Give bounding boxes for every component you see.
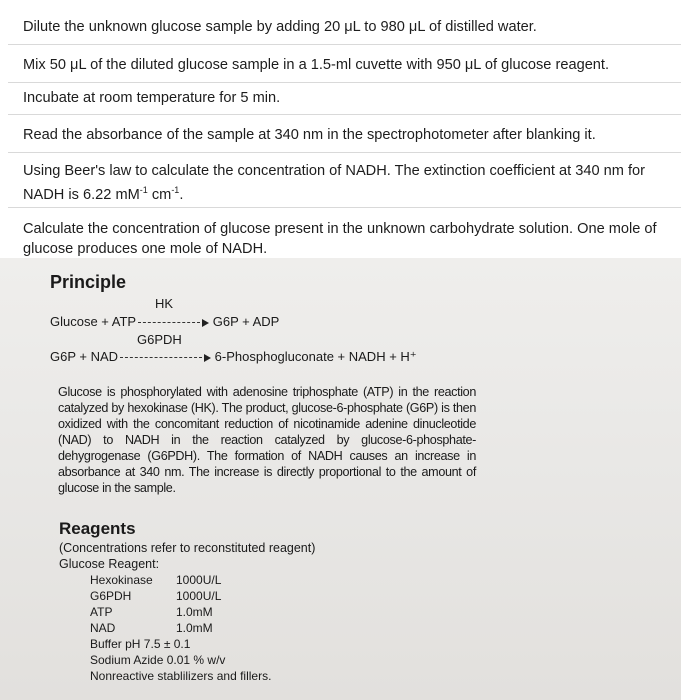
- reagent-name: Hexokinase: [90, 573, 153, 587]
- divider: [8, 152, 681, 153]
- dashed-arrow-line: [120, 357, 202, 358]
- text: cm: [147, 186, 172, 203]
- divider: [8, 114, 681, 115]
- instruction-calc-glucose-line1: Calculate the concentration of glucose present in the unknown carbohydrate solution. One mole of: [23, 221, 657, 237]
- reaction1-reactants: Glucose + ATP: [50, 314, 137, 329]
- reagent-value: 1.0mM: [176, 605, 213, 619]
- reaction2-reactants: G6P + NAD: [50, 349, 119, 364]
- reaction2: [50, 349, 417, 365]
- reaction1-products: G6P + ADP: [212, 314, 280, 329]
- instruction-incubate: Incubate at room temperature for 5 min.: [23, 90, 281, 106]
- enzyme-g6pdh-label: G6PDH: [137, 332, 182, 347]
- reagent-value: 1000U/L: [176, 589, 222, 603]
- instruction-read-absorbance: Read the absorbance of the sample at 340 nm in the spectrophotometer after blanking it.: [23, 127, 596, 143]
- buffer-line: Buffer pH 7.5 ± 0.1: [90, 637, 191, 651]
- dashed-arrow-line: [138, 322, 200, 323]
- divider: [8, 44, 681, 45]
- principle-heading: Principle: [50, 272, 127, 292]
- glucose-reagent-heading: Glucose Reagent:: [59, 557, 160, 571]
- reagent-name: ATP: [90, 605, 113, 619]
- reaction1: [50, 314, 279, 329]
- text: NADH is 6.22 mM: [23, 186, 140, 203]
- reagent-value: 1.0mM: [176, 621, 213, 635]
- arrow-icon: [202, 319, 209, 327]
- instruction-dilute: Dilute the unknown glucose sample by adding 20 μL to 980 μL of distilled water.: [23, 19, 537, 35]
- superscript: -1: [171, 185, 180, 195]
- reagents-heading: Reagents: [59, 519, 136, 538]
- instruction-beers-law-line1: Using Beer's law to calculate the concentration of NADH. The extinction coefficient at 340 nm for: [23, 163, 645, 179]
- divider: [8, 207, 681, 208]
- principle-paragraph: Glucose is phosphorylated with adenosine triphosphate (ATP) in the reaction catalyzed by hexokinase (HK). The product, glucose-6-phosphate (G6P) is then oxidized with the concomitant reduction of nicotinamide adenine dinucleotide (NAD) to NADH in the reaction catalyzed by glucose-6-phosphate-dehygrogenase (G6PDH). The formation of NADH causes an increase in absorbance at 340 nm. The increase is directly proportional to the amount of glucose in the sample.: [58, 385, 476, 495]
- sodium-azide-line: Sodium Azide 0.01 % w/v: [90, 653, 226, 667]
- enzyme-hk-label: HK: [155, 296, 174, 311]
- text: .: [179, 186, 184, 203]
- reagent-value: 1000U/L: [176, 573, 222, 587]
- arrow-icon: [204, 354, 211, 362]
- instruction-beers-law-line2: [23, 180, 183, 205]
- instruction-mix: Mix 50 μL of the diluted glucose sample in a 1.5-ml cuvette with 950 μL of glucose reagent.: [23, 57, 610, 73]
- reagent-name: G6PDH: [90, 589, 132, 603]
- superscript: -1: [139, 185, 148, 195]
- reagents-note: (Concentrations refer to reconstituted reagent): [59, 541, 316, 555]
- reaction2-products: 6-Phosphogluconate + NADH + H⁺: [214, 349, 417, 364]
- divider: [8, 82, 681, 83]
- reagent-name: NAD: [90, 621, 116, 635]
- fillers-line: Nonreactive stablilizers and fillers.: [90, 669, 272, 683]
- instruction-calc-glucose-line2: glucose produces one mole of NADH.: [23, 241, 268, 257]
